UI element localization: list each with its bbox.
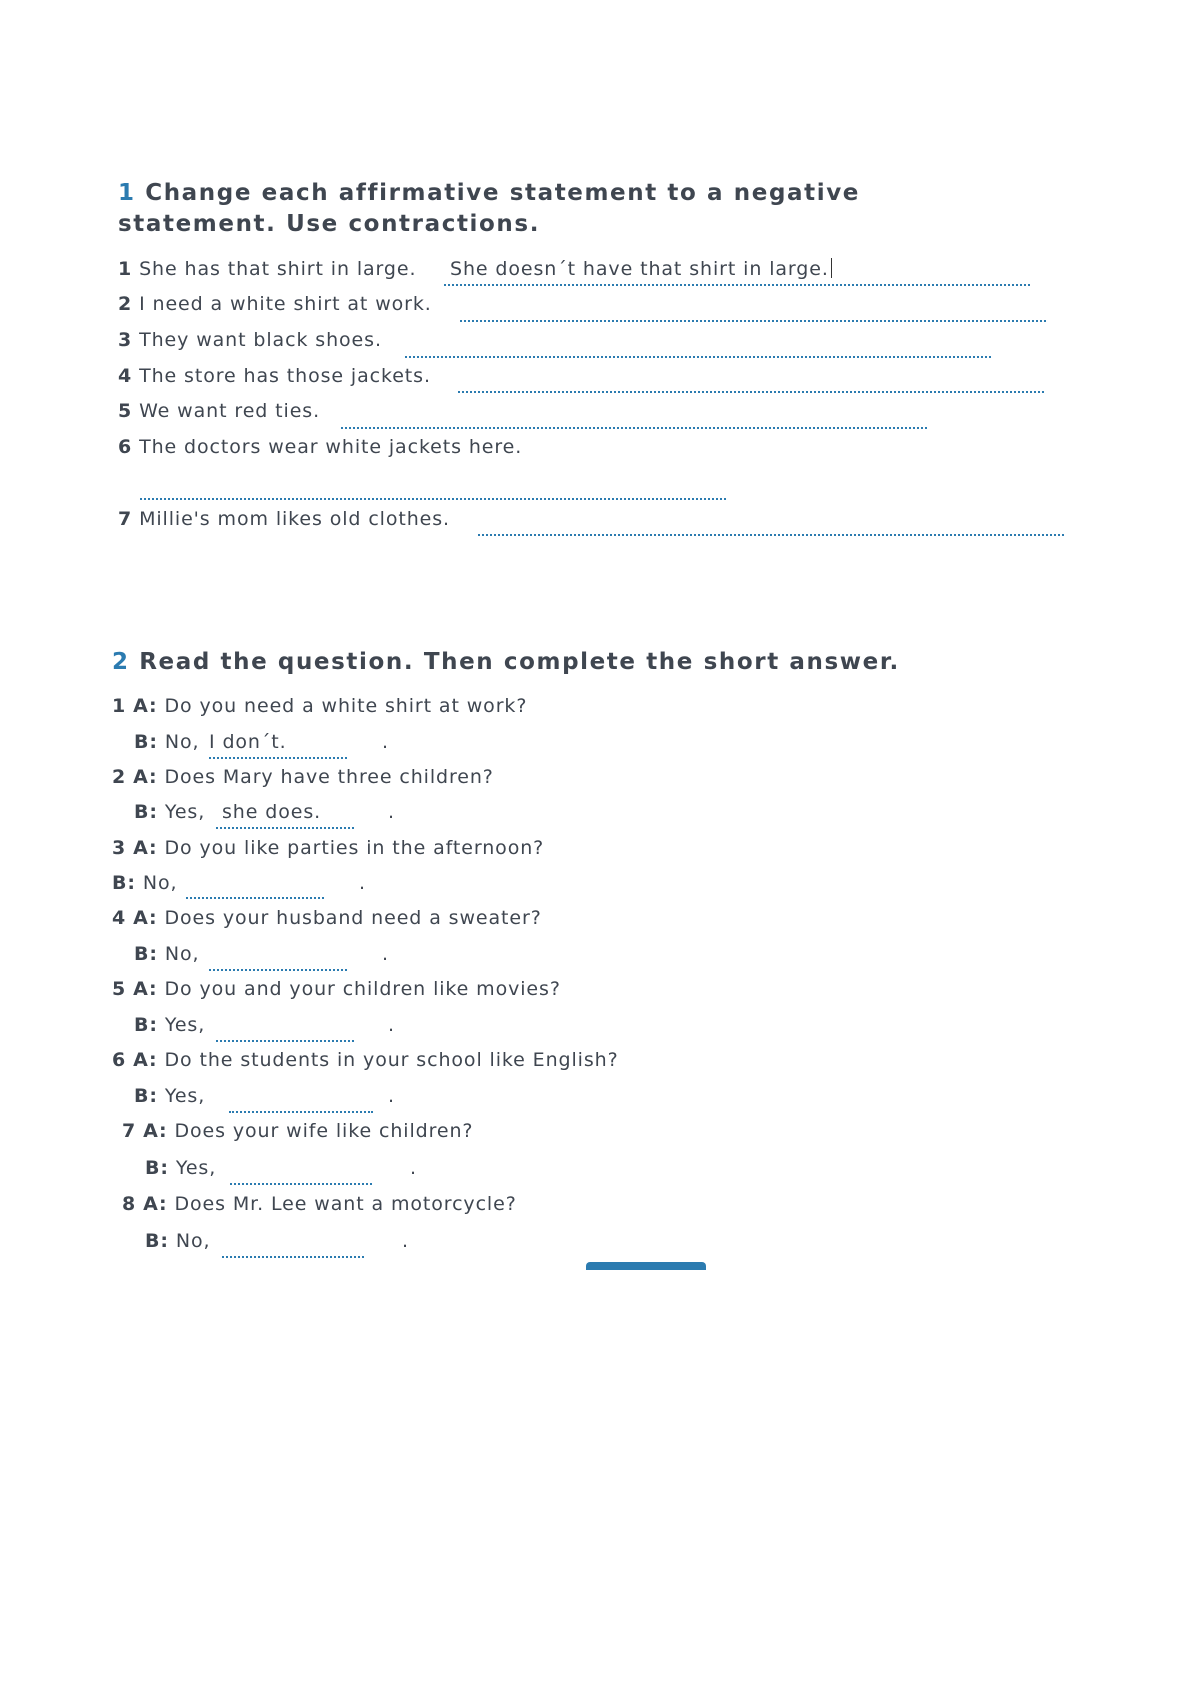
speaker-b-label: B: — [145, 1230, 169, 1252]
ex2-item-number: 4 — [112, 907, 127, 929]
speaker-a-label: A: — [133, 837, 158, 859]
ex2-response-3 — [112, 872, 177, 894]
ex1-item-text: The doctors wear white jackets here. — [139, 436, 523, 458]
ex1-blank-5[interactable] — [341, 427, 927, 429]
ex2-question-text: Does your husband need a sweater? — [164, 907, 542, 929]
ex2-question-5 — [112, 978, 561, 1000]
ex2-response-8 — [145, 1230, 210, 1252]
speaker-b-label: B: — [112, 872, 136, 894]
ex2-question-1 — [112, 695, 527, 717]
ex2-item-number: 7 — [122, 1120, 137, 1142]
ex2-blank-8[interactable] — [222, 1256, 364, 1258]
ex1-item-number: 6 — [118, 436, 133, 458]
ex1-blank-4[interactable] — [458, 391, 1044, 393]
ex2-item-number: 8 — [122, 1193, 137, 1215]
period: . — [410, 1157, 417, 1179]
speaker-b-label: B: — [145, 1157, 169, 1179]
ex2-response-start: No, — [175, 1230, 211, 1252]
speaker-a-label: A: — [133, 766, 158, 788]
ex1-item-1 — [118, 258, 416, 280]
exercise-1-number: 1 — [118, 180, 136, 206]
ex2-response-start: Yes, — [175, 1157, 217, 1179]
speaker-a-label: A: — [143, 1193, 168, 1215]
ex2-question-text: Do you need a white shirt at work? — [164, 695, 528, 717]
ex2-response-2 — [134, 801, 205, 823]
ex1-blank-3[interactable] — [405, 356, 991, 358]
ex2-response-start: No, — [164, 731, 200, 753]
ex2-question-text: Do the students in your school like English? — [164, 1049, 619, 1071]
ex2-blank-4[interactable] — [209, 969, 347, 971]
speaker-a-label: A: — [143, 1120, 168, 1142]
exercise-1-instruction: Change each affirmative statement to a negative statement. Use contractions. — [118, 180, 860, 237]
period: . — [402, 1230, 409, 1252]
speaker-b-label: B: — [134, 943, 158, 965]
period: . — [359, 872, 366, 894]
ex1-blank-7[interactable] — [478, 534, 1064, 536]
ex2-question-7 — [122, 1120, 473, 1142]
ex2-response-start: No, — [164, 943, 200, 965]
ex2-answer-1[interactable]: I don´t. — [209, 731, 287, 753]
period: . — [382, 943, 389, 965]
ex2-response-7 — [145, 1157, 216, 1179]
ex1-item-4 — [118, 365, 431, 387]
ex2-blank-5[interactable] — [216, 1040, 354, 1042]
ex1-blank-2[interactable] — [460, 320, 1046, 322]
period: . — [388, 801, 395, 823]
speaker-a-label: A: — [133, 695, 158, 717]
period: . — [382, 731, 389, 753]
ex1-item-2 — [118, 293, 432, 315]
ex2-blank-7[interactable] — [230, 1183, 372, 1185]
ex2-response-start: Yes, — [164, 801, 206, 823]
ex1-item-number: 5 — [118, 400, 133, 422]
ex2-item-number: 3 — [112, 837, 127, 859]
ex2-item-number: 6 — [112, 1049, 127, 1071]
ex1-item-text: They want black shoes. — [139, 329, 382, 351]
speaker-b-label: B: — [134, 1085, 158, 1107]
exercise-1-heading — [118, 178, 1018, 240]
ex2-response-5 — [134, 1014, 205, 1036]
ex2-response-1 — [134, 731, 199, 753]
ex2-item-number: 2 — [112, 766, 127, 788]
speaker-a-label: A: — [133, 978, 158, 1000]
speaker-b-label: B: — [134, 1014, 158, 1036]
period: . — [388, 1085, 395, 1107]
ex2-question-3 — [112, 837, 544, 859]
exercise-2-instruction: Read the question. Then complete the short answer. — [139, 649, 900, 675]
ex1-item-7 — [118, 508, 450, 530]
ex1-item-5 — [118, 400, 320, 422]
speaker-b-label: B: — [134, 801, 158, 823]
text-cursor — [831, 258, 832, 278]
ex2-response-4 — [134, 943, 199, 965]
ex2-item-number: 1 — [112, 695, 127, 717]
exercise-2-number: 2 — [112, 649, 130, 675]
ex2-blank-1[interactable] — [209, 757, 347, 759]
ex1-item-number: 3 — [118, 329, 133, 351]
speaker-a-label: A: — [133, 907, 158, 929]
ex2-response-start: Yes, — [164, 1014, 206, 1036]
ex2-question-2 — [112, 766, 494, 788]
ex1-item-number: 7 — [118, 508, 133, 530]
ex1-item-number: 2 — [118, 293, 133, 315]
ex1-blank-1[interactable] — [444, 284, 1030, 286]
ex2-item-number: 5 — [112, 978, 127, 1000]
ex2-question-text: Does Mr. Lee want a motorcycle? — [174, 1193, 517, 1215]
ex1-item-number: 1 — [118, 258, 133, 280]
ex2-question-6 — [112, 1049, 619, 1071]
ex2-question-text: Do you like parties in the afternoon? — [164, 837, 545, 859]
ex1-item-number: 4 — [118, 365, 133, 387]
ex2-blank-2[interactable] — [216, 827, 354, 829]
ex1-item-3 — [118, 329, 382, 351]
ex2-question-4 — [112, 907, 542, 929]
ex2-question-text: Does your wife like children? — [174, 1120, 474, 1142]
ex1-item-text: Millie's mom likes old clothes. — [139, 508, 451, 530]
period: . — [388, 1014, 395, 1036]
ex2-response-start: Yes, — [164, 1085, 206, 1107]
ex2-blank-3[interactable] — [186, 897, 324, 899]
ex2-blank-6[interactable] — [229, 1111, 373, 1113]
ex1-item-text: We want red ties. — [139, 400, 321, 422]
submit-tab[interactable] — [586, 1262, 706, 1270]
ex2-response-6 — [134, 1085, 205, 1107]
exercise-2-heading — [112, 649, 900, 675]
ex1-item-6 — [118, 436, 522, 458]
speaker-a-label: A: — [133, 1049, 158, 1071]
ex1-answer-text: She doesn´t have that shirt in large. — [450, 258, 829, 280]
ex1-blank-6[interactable] — [140, 498, 726, 500]
ex1-item-text: The store has those jackets. — [139, 365, 431, 387]
ex1-item-text: I need a white shirt at work. — [139, 293, 432, 315]
ex1-answer-1[interactable] — [450, 258, 832, 280]
ex2-question-text: Do you and your children like movies? — [164, 978, 561, 1000]
ex2-answer-2[interactable]: she does. — [222, 801, 322, 823]
ex2-question-text: Does Mary have three children? — [164, 766, 494, 788]
ex2-question-8 — [122, 1193, 517, 1215]
ex1-item-text: She has that shirt in large. — [139, 258, 417, 280]
ex2-response-start: No, — [142, 872, 178, 894]
speaker-b-label: B: — [134, 731, 158, 753]
